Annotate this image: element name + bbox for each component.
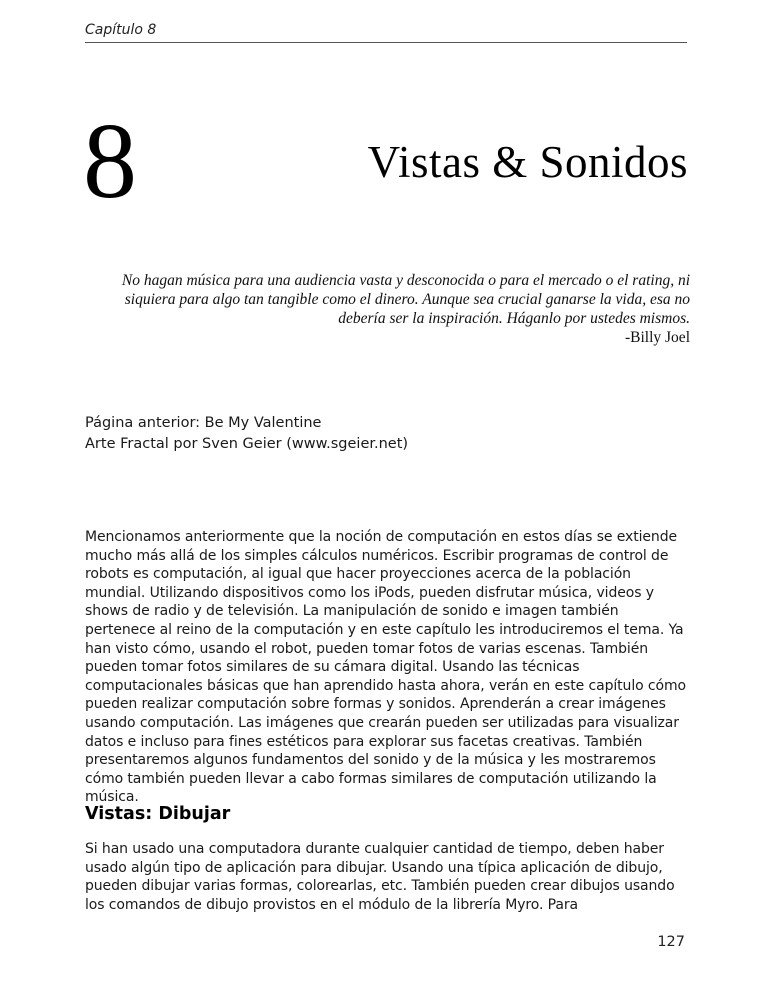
running-header	[85, 22, 687, 43]
figure-credit	[85, 413, 686, 455]
chapter-number: 8	[83, 102, 137, 221]
body-paragraph-intro: Mencionamos anteriormente que la noción de computación en estos días se extiende mucho más allá de los simples cálculos numéricos. Escribir programas de control de robots es computación, al igual que hacer proyecciones acerca de la población mundial. Utilizando dispositivos como los iPods, pueden disfrutar música, videos y shows de radio y de televisión. La manipulación de sonido e imagen también pertenece al reino de la computación y en este capítulo les introduciremos el tema. Ya han visto cómo, usando el robot, pueden tomar fotos de varias escenas. También pueden tomar fotos similares de su cámara digital. Usando las técnicas computacionales básicas que han aprendido hasta ahora, verán en este capítulo cómo pueden realizar computación sobre formas y sonidos. Aprenderán a crear imágenes usando computación. Las imágenes que crearán pueden ser utilizadas para visualizar datos e incluso para fines estéticos para explorar sus facetas creativas. También presentaremos algunos fundamentos del sonido y de la música y les mostraremos cómo también pueden llevar a cabo formas similares de computación utilizando la música.	[85, 529, 686, 806]
chapter-title: Vistas & Sonidos	[367, 137, 688, 187]
page-number: 127	[657, 934, 685, 950]
body-paragraph-section: Si han usado una computadora durante cualquier cantidad de tiempo, deben haber usado algún tipo de aplicación para dibujar. Usando una típica aplicación de dibujo, pueden dibujar varias formas, colorearlas, etc. También pueden crear dibujos usando los comandos de dibujo provistos en el módulo de la librería Myro. Para	[85, 841, 675, 913]
section-heading: Vistas: Dibujar	[85, 804, 231, 824]
figure-credit-line: Página anterior: Be My Valentine	[85, 415, 322, 431]
figure-credit-line: Arte Fractal por Sven Geier (www.sgeier.net)	[85, 436, 409, 452]
quote-attribution: -Billy Joel	[624, 329, 690, 346]
epigraph-quote	[113, 271, 690, 347]
quote-text: No hagan música para una audiencia vasta y desconocida o para el mercado o el rating, ni siquiera para algo tan tangible como el dinero. Aunque sea crucial ganarse la vida, esa no debería ser la inspiración. Háganlo por ustedes mismos.	[121, 272, 690, 327]
chapter-label: Capítulo 8	[85, 22, 157, 38]
